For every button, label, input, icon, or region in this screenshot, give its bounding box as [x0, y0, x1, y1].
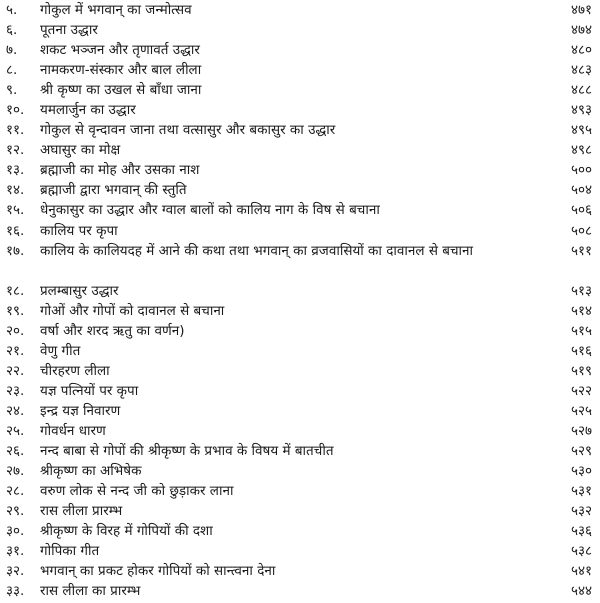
entry-page-number: ५३६	[570, 523, 592, 540]
toc-entry	[0, 160, 600, 180]
entry-title: गोपिका गीत	[40, 543, 100, 560]
entry-title: कालिय पर कृपा	[40, 222, 118, 239]
entry-page-number: ४८०	[570, 42, 592, 59]
entry-page-number: ५०४	[570, 182, 592, 199]
entry-page-number: ५०६	[570, 202, 592, 219]
entry-title: ब्रह्माजी का मोह और उसका नाश	[40, 162, 200, 179]
entry-number: १३.	[6, 162, 25, 179]
entry-page-number: ५२७	[570, 422, 592, 439]
entry-page-number: ५३१	[570, 483, 592, 500]
toc-entry	[0, 281, 600, 301]
toc-entry	[0, 0, 600, 20]
entry-title: रास लीला प्रारम्भ	[40, 503, 123, 520]
entry-title: नामकरण-संस्कार और बाल लीला	[40, 62, 202, 79]
entry-number: १४.	[6, 182, 25, 199]
entry-number: १९.	[6, 302, 25, 319]
entry-title: यज्ञ पत्नियों पर कृपा	[40, 382, 139, 399]
entry-number: ९.	[6, 82, 18, 99]
entry-title: गोओं और गोपों को दावानल से बचाना	[40, 302, 225, 319]
entry-number: ५.	[6, 2, 18, 18]
entry-number: २६.	[6, 443, 25, 460]
entry-number: ३२.	[6, 563, 25, 580]
entry-page-number: ५०८	[570, 222, 592, 239]
entry-title: प्रलम्बासुर उद्धार	[40, 282, 119, 299]
toc-entry	[0, 60, 600, 80]
toc-entry	[0, 80, 600, 100]
entry-number: ३३.	[6, 583, 25, 600]
entry-number: १२.	[6, 142, 25, 159]
toc-entry	[0, 200, 600, 220]
entry-page-number: ४७१	[570, 2, 592, 18]
toc-entry	[0, 20, 600, 40]
entry-number: ८.	[6, 62, 18, 79]
entry-number: २७.	[6, 463, 25, 480]
entry-page-number: ५००	[570, 162, 592, 179]
entry-title: इन्द्र यज्ञ निवारण	[40, 402, 121, 419]
toc-entry	[0, 561, 600, 581]
toc-entry	[0, 100, 600, 120]
toc-entry	[0, 541, 600, 561]
entry-number: २८.	[6, 483, 25, 500]
entry-title: गोकुल से वृन्दावन जाना तथा वत्सासुर और बकासुर का उद्धार	[40, 122, 336, 139]
toc-entry	[0, 401, 600, 421]
entry-number: ३०.	[6, 523, 25, 540]
entry-page-number: ५१६	[570, 342, 592, 359]
toc-entry	[0, 40, 600, 60]
toc-entry	[0, 120, 600, 140]
entry-title: पूतना उद्धार	[40, 22, 98, 39]
toc-entry	[0, 241, 600, 281]
entry-number: १६.	[6, 222, 25, 239]
entry-page-number: ५११	[570, 242, 592, 259]
entry-number: ३१.	[6, 543, 25, 560]
entry-page-number: ४९३	[570, 102, 592, 119]
toc-entry	[0, 441, 600, 461]
entry-title: वेणु गीत	[40, 342, 81, 359]
toc-entry	[0, 341, 600, 361]
entry-number: ६.	[6, 22, 18, 39]
toc-entry	[0, 301, 600, 321]
toc-entry	[0, 140, 600, 160]
entry-number: १७.	[6, 242, 25, 259]
entry-title: अघासुर का मोक्ष	[40, 142, 121, 159]
entry-title: नन्द बाबा से गोपों की श्रीकृष्ण के प्रभाव के विषय में बातचीत	[40, 443, 334, 460]
toc-entry	[0, 501, 600, 521]
toc-entry	[0, 521, 600, 541]
entry-number: ७.	[6, 42, 18, 59]
entry-title: भगवान् का प्रकट होकर गोपियों को सान्त्वना देना	[40, 563, 276, 580]
toc-entry	[0, 361, 600, 381]
entry-number: ११.	[6, 122, 25, 139]
toc-entry	[0, 321, 600, 341]
toc-entry	[0, 221, 600, 241]
entry-page-number: ५४४	[570, 583, 592, 600]
entry-number: २४.	[6, 402, 25, 419]
entry-page-number: ५२९	[570, 443, 592, 460]
entry-number: २२.	[6, 362, 25, 379]
entry-number: १८.	[6, 282, 25, 299]
entry-title: वरुण लोक से नन्द जी को छुड़ाकर लाना	[40, 483, 234, 500]
entry-title: यमलार्जुन का उद्धार	[40, 102, 136, 119]
entry-page-number: ५४१	[570, 563, 592, 580]
entry-number: २३.	[6, 382, 25, 399]
entry-number: २१.	[6, 342, 25, 359]
entry-title: श्रीकृष्ण के विरह में गोपियों की दशा	[40, 523, 213, 540]
entry-page-number: ५१३	[570, 282, 592, 299]
entry-title: कालिय के कालियदह में आने की कथा तथा भगवान् का व्रजवासियों का दावानल से बचाना	[40, 242, 474, 259]
entry-title: वर्षा और शरद ऋतु का वर्णन)	[40, 322, 185, 339]
entry-page-number: ५१५	[570, 322, 592, 339]
entry-page-number: ५२५	[570, 402, 592, 419]
entry-page-number: ४९५	[570, 122, 592, 139]
entry-number: १०.	[6, 102, 25, 119]
toc-entry	[0, 180, 600, 200]
toc-entry	[0, 481, 600, 501]
entry-page-number: ५३८	[570, 543, 592, 560]
entry-number: १५.	[6, 202, 25, 219]
entry-page-number: ५३०	[570, 463, 592, 480]
entry-title: रास लीला का प्रारम्भ	[40, 583, 141, 600]
entry-title: श्रीकृष्ण का अभिषेक	[40, 463, 142, 480]
entry-page-number: ५२२	[570, 382, 592, 399]
entry-page-number: ४७४	[570, 22, 592, 39]
entry-page-number: ४९८	[570, 142, 592, 159]
entry-page-number: ५३२	[570, 503, 592, 520]
entry-page-number: ५१९	[570, 362, 592, 379]
entry-page-number: ४८८	[570, 82, 592, 99]
toc-entry	[0, 381, 600, 401]
entry-number: २९.	[6, 503, 25, 520]
entry-number: २५.	[6, 422, 25, 439]
entry-title: धेनुकासुर का उद्धार और ग्वाल बालों को कालिय नाग के विष से बचाना	[40, 202, 380, 219]
toc-entry	[0, 421, 600, 441]
toc-entry	[0, 581, 600, 601]
entry-number: २०.	[6, 322, 25, 339]
entry-title: श्री कृष्ण का उखल से बाँधा जाना	[40, 82, 202, 99]
entry-title: चीरहरण लीला	[40, 362, 110, 379]
toc-entry	[0, 461, 600, 481]
entry-title: गोवर्धन धारण	[40, 422, 106, 439]
entry-page-number: ४८३	[570, 62, 592, 79]
entry-title: गोकुल में भगवान् का जन्मोत्सव	[40, 2, 192, 18]
entry-title: शकट भञ्जन और तृणावर्त उद्धार	[40, 42, 200, 59]
entry-title: ब्रह्माजी द्वारा भगवान् की स्तुति	[40, 182, 187, 199]
entry-page-number: ५१४	[570, 302, 592, 319]
